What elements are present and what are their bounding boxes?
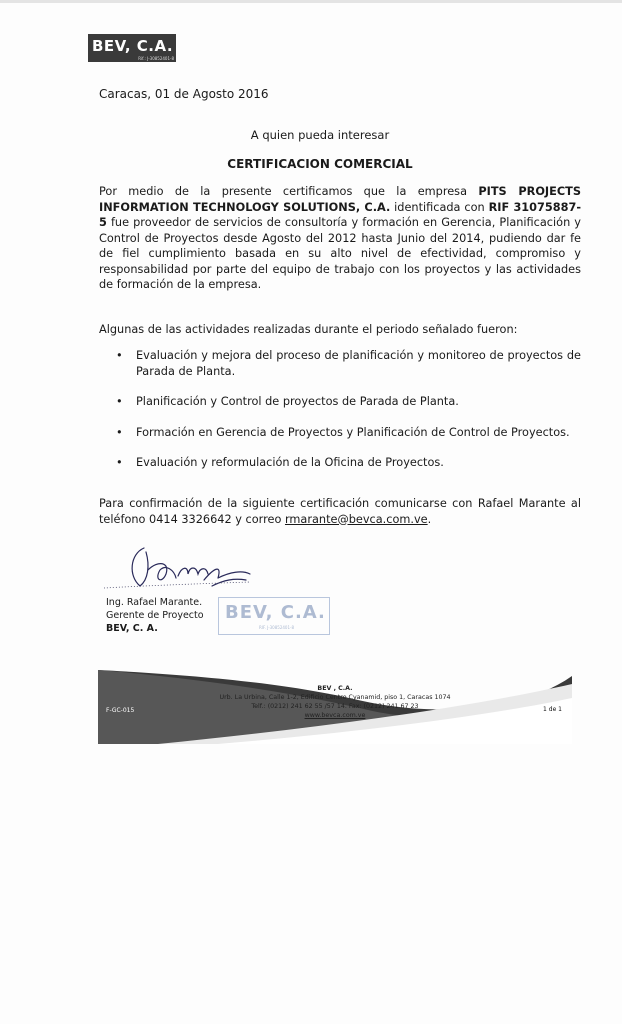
activity-text: Planificación y Control de proyectos de Parada de Planta.: [136, 395, 459, 408]
list-item: [113, 394, 581, 410]
paragraph-activities-intro: Algunas de las actividades realizadas durante el periodo señalado fueron:: [99, 323, 518, 336]
document-title: CERTIFICACION COMERCIAL: [227, 157, 413, 171]
form-code: F-GC-015: [106, 707, 135, 714]
scan-edge: [0, 0, 622, 3]
activity-text: Formación en Gerencia de Proyectos y Planificación de Control de Proyectos.: [136, 425, 570, 439]
company-logo: [88, 34, 176, 62]
footer-company: BEV , C.A.: [317, 685, 353, 692]
activity-text: Evaluación y mejora del proceso de planificación y monitoreo de proyectos de Parada de Planta.: [136, 349, 581, 378]
bullet-icon: •: [116, 425, 123, 439]
contact-text: Para confirmación de la siguiente certificación comunicarse con Rafael Marante al teléfono 0414 3326642 y correo: [99, 497, 581, 526]
greeting: A quien pueda interesar: [250, 128, 390, 142]
footer-contact: [98, 684, 572, 720]
mid-text: identificada con: [390, 200, 489, 214]
company-rif: RIF 31075887-5: [99, 200, 582, 229]
activity-text: Evaluación y reformulación de la Oficina de Proyectos.: [136, 456, 444, 469]
footer-website[interactable]: www.bevca.com.ve: [304, 712, 366, 719]
paragraph-intro: [99, 184, 581, 293]
bullet-icon: •: [116, 456, 123, 469]
footer-phones: Telf.: (0212) 241 62 55 /57 14. Fax: (0212) 241 67 23: [251, 703, 419, 710]
logo-text: BEV, C.A.: [92, 37, 174, 55]
signatory-company: BEV, C. A.: [106, 623, 158, 634]
stamp-rif: RIF. J-30852401-8: [259, 625, 294, 630]
company-name: PITS PROJECTS INFORMATION TECHNOLOGY SOLUTIONS, C.A.: [99, 185, 581, 214]
bullet-icon: •: [116, 349, 123, 362]
signatory-role: Gerente de Proyecto: [106, 610, 204, 621]
rest-text: fue proveedor de servicios de consultoría y formación en Gerencia, Planificación y Control de Proyectos desde Agosto del 2012 hasta Junio del 2014, pudiendo dar fe de fiel cumplimiento basada en su alto nivel de efectividad, compromiso y responsabilidad por parte del equipo de trabajo con los proyectos y las actividades de formación de la empresa.: [99, 216, 581, 291]
paragraph-contact: [99, 496, 581, 527]
list-item: [113, 425, 581, 441]
email-link[interactable]: rmarante@bevca.com.ve: [284, 512, 428, 526]
list-item: [113, 348, 581, 379]
signatory-name: Ing. Rafael Marante.: [106, 597, 203, 608]
list-item: [113, 455, 581, 471]
date-line: Caracas, 01 de Agosto 2016: [99, 87, 269, 101]
contact-end: .: [427, 512, 432, 526]
bullet-icon: •: [116, 395, 123, 408]
signatory-block: [106, 596, 204, 635]
company-stamp: [218, 597, 330, 635]
footer-address: Urb. La Urbina, Calle 1-2, Edificio Centro Cyanamid, piso 1, Caracas 1074: [219, 694, 451, 701]
logo-rif: Rif.: J-30852401-8: [138, 56, 174, 61]
activities-list: [113, 348, 581, 486]
letterhead-footer: [98, 670, 572, 744]
stamp-text: BEV, C.A.: [225, 602, 326, 623]
page-number: 1 de 1: [543, 706, 562, 713]
intro-text: Por medio de la presente certificamos que la empresa: [99, 185, 479, 198]
